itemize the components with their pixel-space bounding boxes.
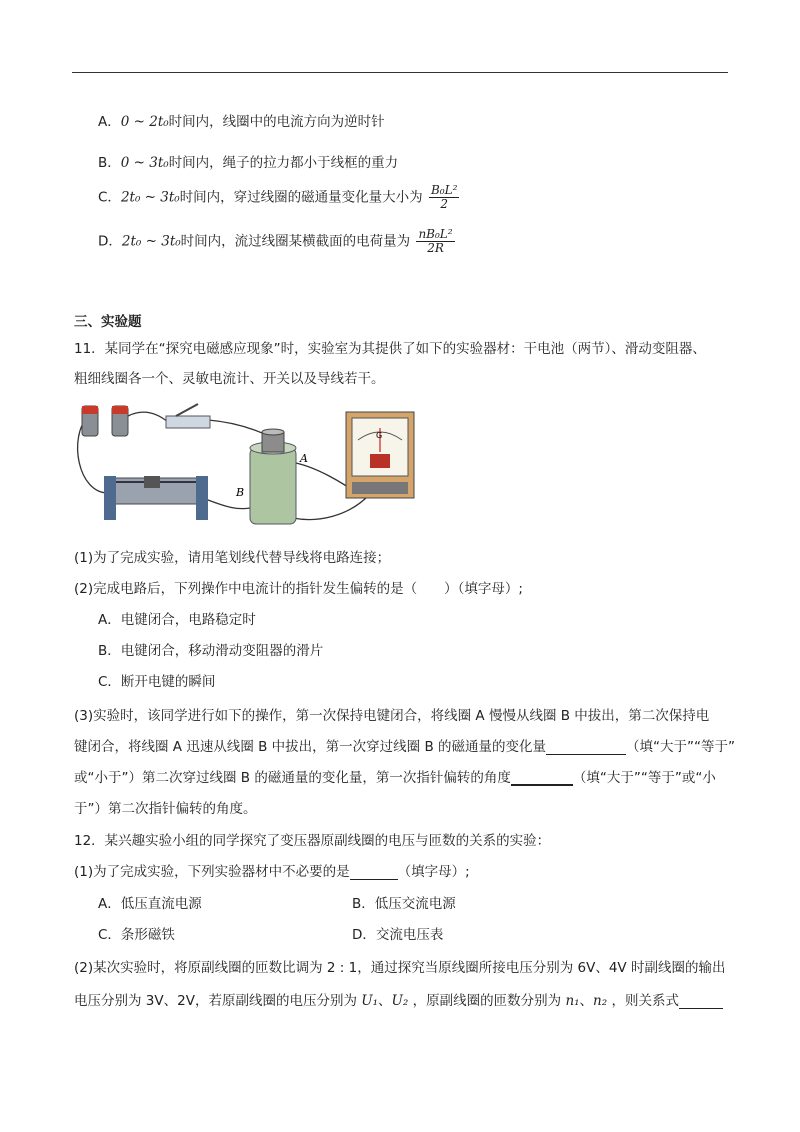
q11-part-3-line-1: (3)实验时，该同学进行如下的操作，第一次保持电键闭合，将线圈 A 慢慢从线圈 B 中拔出，第二次保持电 — [74, 708, 710, 724]
q11-part-1: (1)为了完成实验，请用笔划线代替导线将电路连接； — [74, 550, 391, 566]
wire — [203, 498, 250, 509]
answer-blank[interactable] — [511, 770, 573, 786]
option-a: A．0 ~ 2t₀时间内，线圈中的电流方向为逆时针 — [98, 114, 385, 130]
option-d: D．2t₀ ~ 3t₀时间内，流过线圈某横截面的电荷量为 $\frac{\text{nB₀L²}}{2R}$ — [98, 227, 453, 255]
fraction: $\frac{\text{B₀L²}}{2}$ — [430, 183, 458, 211]
answer-blank[interactable] — [546, 740, 626, 755]
answer-blank[interactable] — [679, 994, 723, 1009]
q11-part-3-line-4: 于”）第二次指针偏转的角度。 — [74, 801, 257, 817]
q12-opt-a: A．低压直流电源 — [98, 896, 202, 912]
q12-part-2-line-2: 电压分别为 3V、2V，若原副线圈的电压分别为 U₁、U₂ ，原副线圈的匝数分别为 n₁、n₂ ，则关系式 — [74, 989, 723, 1009]
answer-blank[interactable] — [350, 865, 398, 880]
q12-opt-c: C．条形磁铁 — [98, 927, 175, 943]
wire — [128, 412, 168, 422]
q11-part-2: (2)完成电路后，下列操作中电流计的指针发生偏转的是（ ）（填字母）; — [74, 581, 523, 597]
q11-part-3-line-3: 或“小于”）第二次穿过线圈 B 的磁通量的变化量，第一次指针偏转的角度 （填“大于”“等于”或“小 — [74, 770, 716, 786]
coil-a-icon — [262, 429, 284, 452]
q12-stem: 12．某兴趣实验小组的同学探究了变压器原副线圈的电压与匝数的关系的实验： — [74, 833, 551, 849]
galvanometer-label: G — [376, 431, 383, 440]
q12-part-2-line-1: (2)某次实验时，将原副线圈的匝数比调为 2 : 1，通过探究当原线圈所接电压分别为 6V、4V 时副线圈的输出 — [74, 960, 726, 976]
galvanometer-icon — [346, 412, 414, 498]
header-rule — [72, 72, 728, 73]
apparatus-figure — [68, 398, 428, 530]
q11-stem-2: 粗细线圈各一个、灵敏电流计、开关以及导线若干。 — [74, 371, 385, 387]
section-title: 三、实验题 — [74, 314, 142, 330]
q11-opt-c: C．断开电键的瞬间 — [98, 674, 216, 690]
battery-icon — [82, 406, 128, 436]
option-b: B．0 ~ 3t₀时间内，绳子的拉力都小于线框的重力 — [98, 155, 399, 171]
coil-b-icon — [250, 442, 296, 524]
q11-opt-b: B．电键闭合，移动滑动变阻器的滑片 — [98, 643, 324, 659]
q12-opt-d: D．交流电压表 — [352, 927, 444, 943]
rheostat-icon — [104, 476, 208, 520]
option-c: C．2t₀ ~ 3t₀时间内，穿过线圈的磁通量变化量大小为 $\frac{\text{B₀L²}}{2}$ — [98, 183, 458, 211]
label-a: A — [300, 452, 308, 465]
wire — [293, 496, 368, 520]
switch-icon — [166, 404, 210, 428]
fraction: $\frac{\text{nB₀L²}}{2R}$ — [418, 227, 453, 255]
q11-stem-1: 11．某同学在“探究电磁感应现象”时，实验室为其提供了如下的实验器材：干电池（两节）、滑动变阻器、 — [74, 341, 706, 357]
q12-opt-b: B．低压交流电源 — [352, 896, 456, 912]
label-b: B — [236, 486, 245, 499]
q12-part-1: (1)为了完成实验，下列实验器材中不必要的是 （填字母）; — [74, 864, 470, 880]
q11-part-3-line-2: 键闭合，将线圈 A 迅速从线圈 B 中拔出，第一次穿过线圈 B 的磁通量的变化量 （填“大于”“等于” — [74, 739, 735, 755]
q11-opt-a: A．电键闭合，电路稳定时 — [98, 612, 256, 628]
